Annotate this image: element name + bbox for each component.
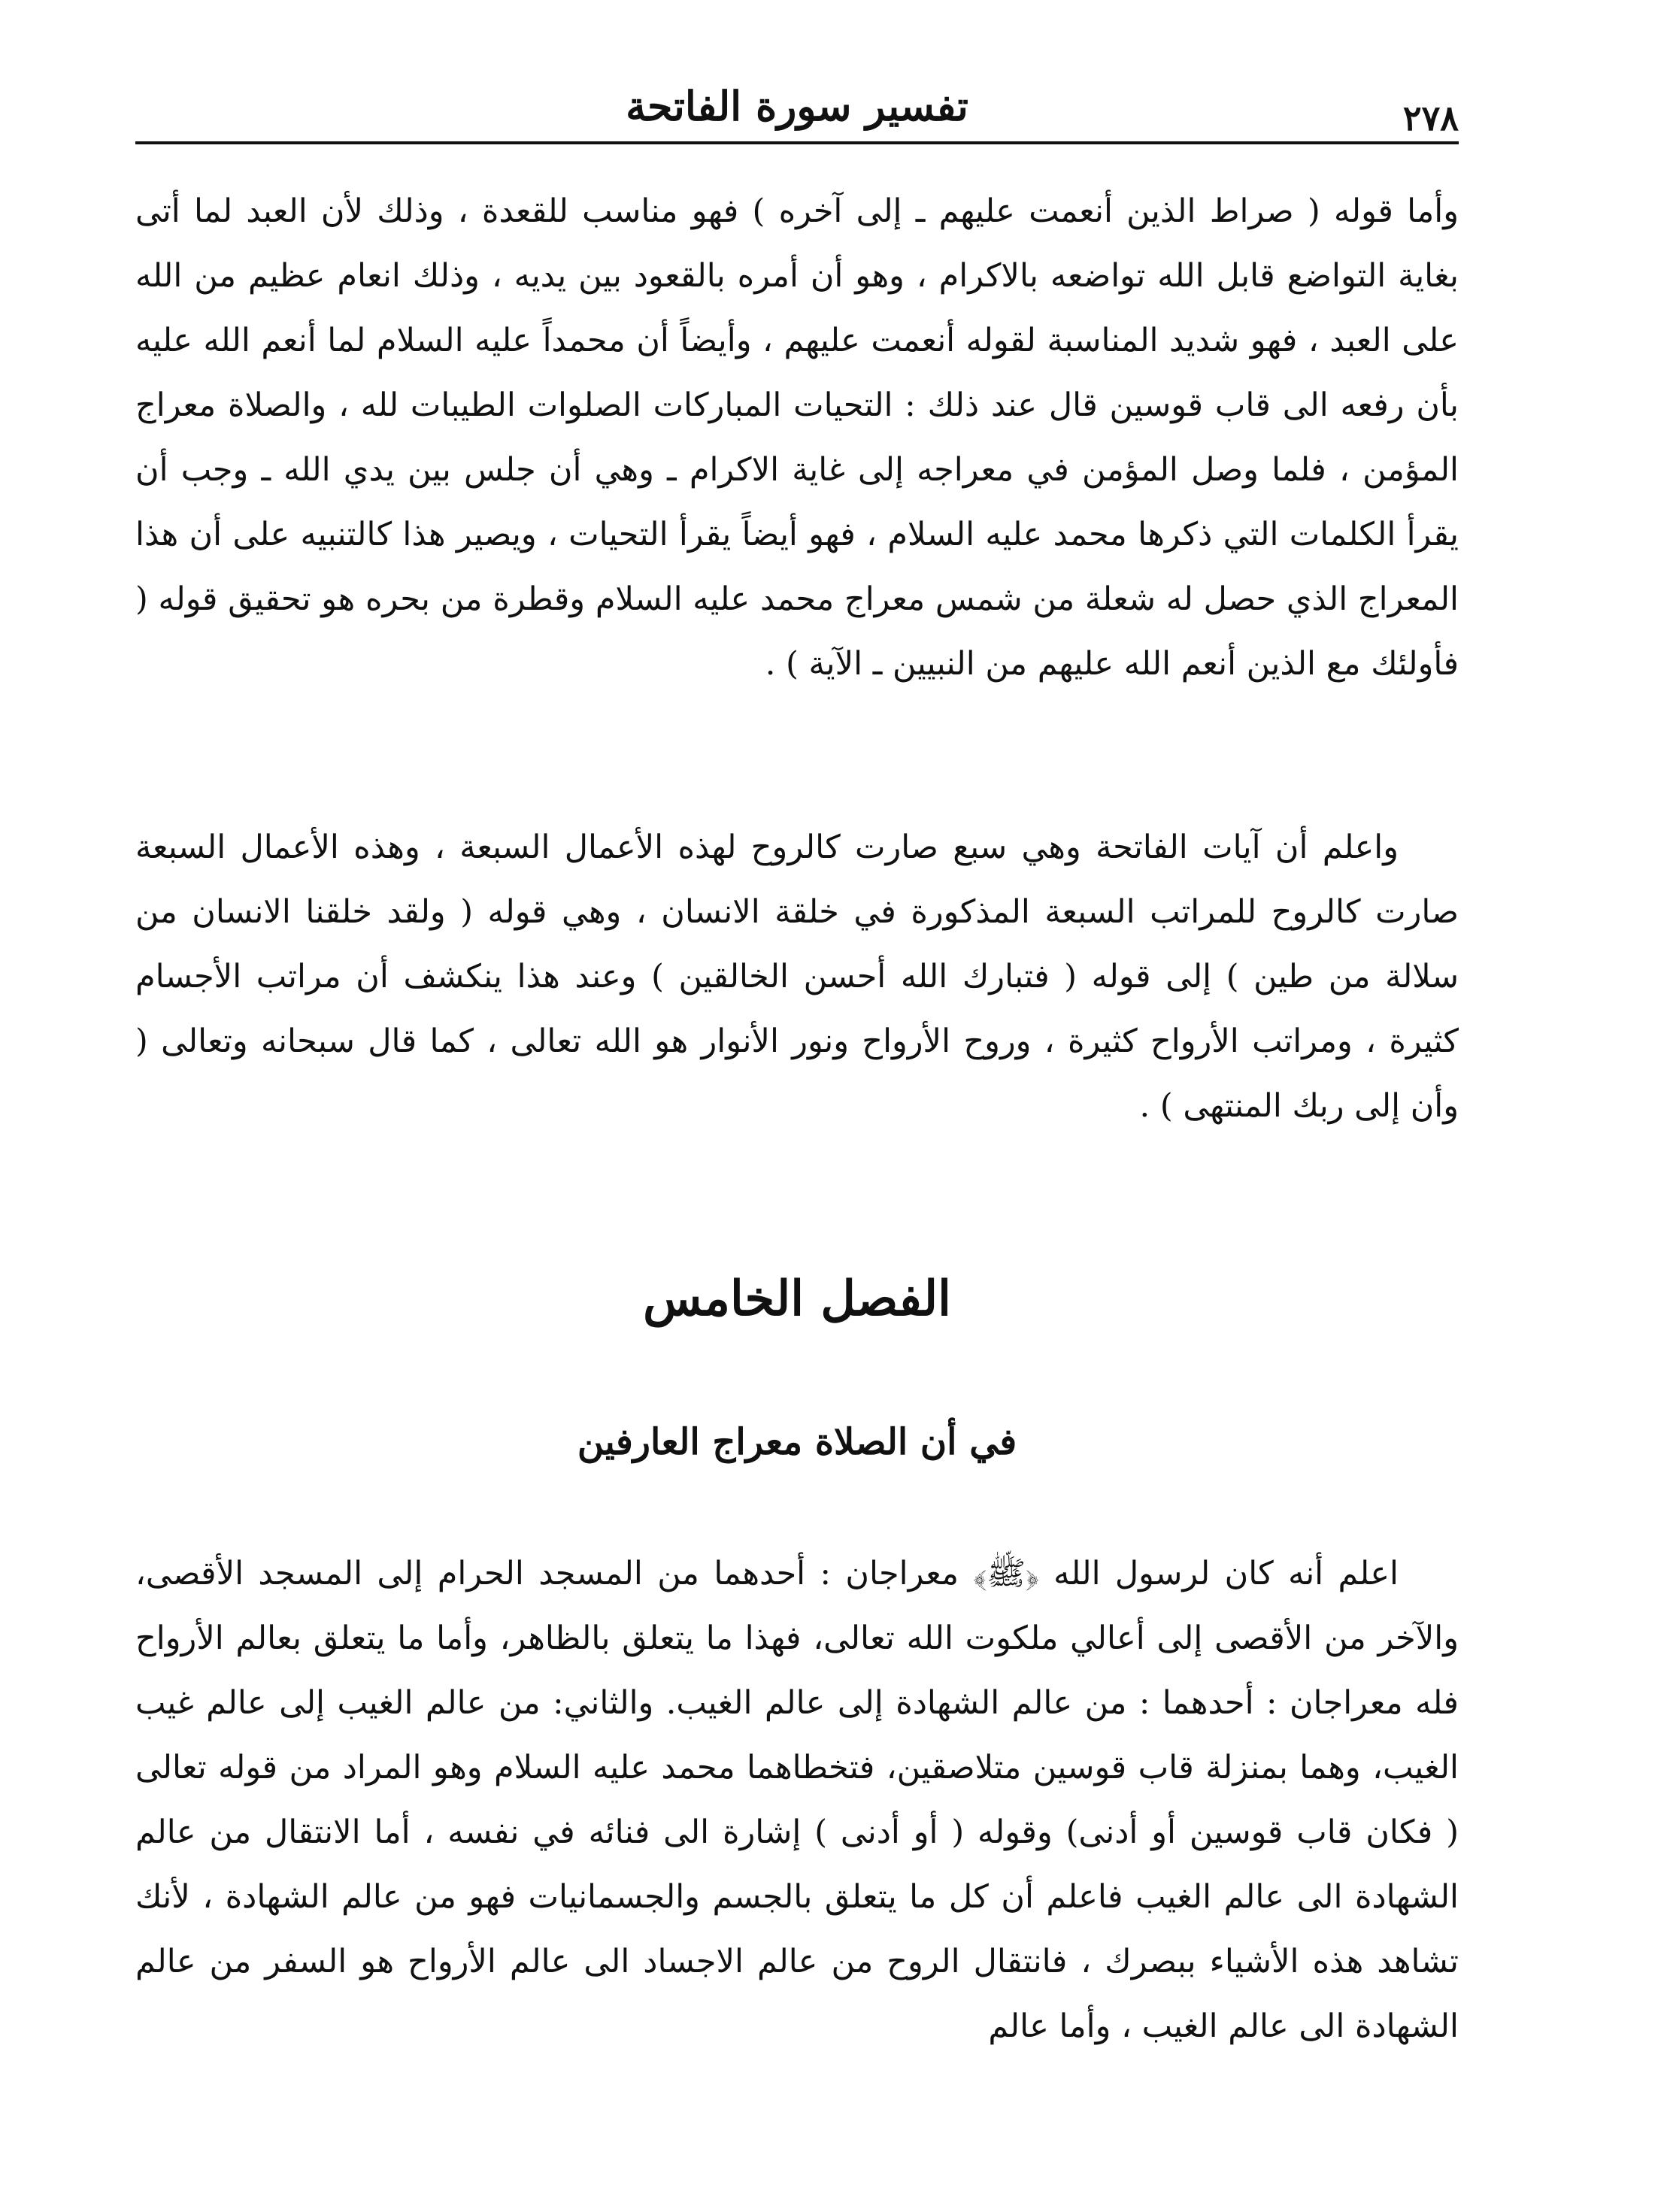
chapter-heading: الفصل الخامس [643, 1271, 951, 1327]
header-rule [135, 141, 1459, 144]
body-paragraph: اعلم أنه كان لرسول الله ﴿ﷺ﴾ معراجان : أحدهما من المسجد الحرام إلى المسجد الأقصى، والآخر من الأقصى إلى أعالي ملكوت الله تعالى، فهذا ما يتعلق بالظاهر، وأما ما يتعلق بعالم الأرواح فله معراجان : أحدهما : من عالم الشهادة إلى عالم الغيب. والثاني: من عالم الغيب إلى عالم غيب الغيب، وهما بمنزلة قاب قوسين متلاصقين، فتخطاهما محمد عليه السلام وهو المراد من قوله تعالى ( فكان قاب قوسين أو أدنى) وقوله ( أو أدنى ) إشارة الى فنائه في نفسه ، أما الانتقال من عالم الشهادة الى عالم الغيب فاعلم أن كل ما يتعلق بالجسم والجسمانيات فهو من عالم الشهادة ، لأنك تشاهد هذه الأشياء ببصرك ، فانتقال الروح من عالم الاجساد الى عالم الأرواح هو السفر من عالم الشهادة الى عالم الغيب ، وأما عالم [135, 1555, 1459, 2045]
page-number: ٢٧٨ [1402, 98, 1459, 138]
chapter-subheading: في أن الصلاة معراج العارفين [577, 1421, 1017, 1463]
header-title: تفسير سورة الفاتحة [626, 82, 968, 130]
body-paragraph: وأما قوله ( صراط الذين أنعمت عليهم ـ إلى آخره ) فهو مناسب للقعدة ، وذلك لأن العبد لما أتى بغاية التواضع قابل الله تواضعه بالاكرام ، وهو أن أمره بالقعود بين يديه ، وذلك انعام عظيم من الله على العبد ، فهو شديد المناسبة لقوله أنعمت عليهم ، وأيضاً أن محمداً عليه السلام لما أنعم الله عليه بأن رفعه الى قاب قوسين قال عند ذلك : التحيات المباركات الصلوات الطيبات لله ، والصلاة معراج المؤمن ، فلما وصل المؤمن في معراجه إلى غاية الاكرام ـ وهي أن جلس بين يدي الله ـ وجب أن يقرأ الكلمات التي ذكرها محمد عليه السلام ، فهو أيضاً يقرأ التحيات ، ويصير هذا كالتنبيه على أن هذا المعراج الذي حصل له شعلة من شمس معراج محمد عليه السلام وقطرة من بحره هو تحقيق قوله ( فأولئك مع الذين أنعم الله عليهم من النبيين ـ الآية ) . [135, 192, 1459, 683]
body-paragraph: واعلم أن آيات الفاتحة وهي سبع صارت كالروح لهذه الأعمال السبعة ، وهذه الأعمال السبعة صارت كالروح للمراتب السبعة المذكورة في خلقة الانسان ، وهي قوله ( ولقد خلقنا الانسان من سلالة من طين ) إلى قوله ( فتبارك الله أحسن الخالقين ) وعند هذا ينكشف أن مراتب الأجسام كثيرة ، ومراتب الأرواح كثيرة ، وروح الأرواح ونور الأنوار هو الله تعالى ، كما قال سبحانه وتعالى ( وأن إلى ربك المنتهى ) . [135, 829, 1459, 1125]
running-header [135, 75, 1459, 143]
